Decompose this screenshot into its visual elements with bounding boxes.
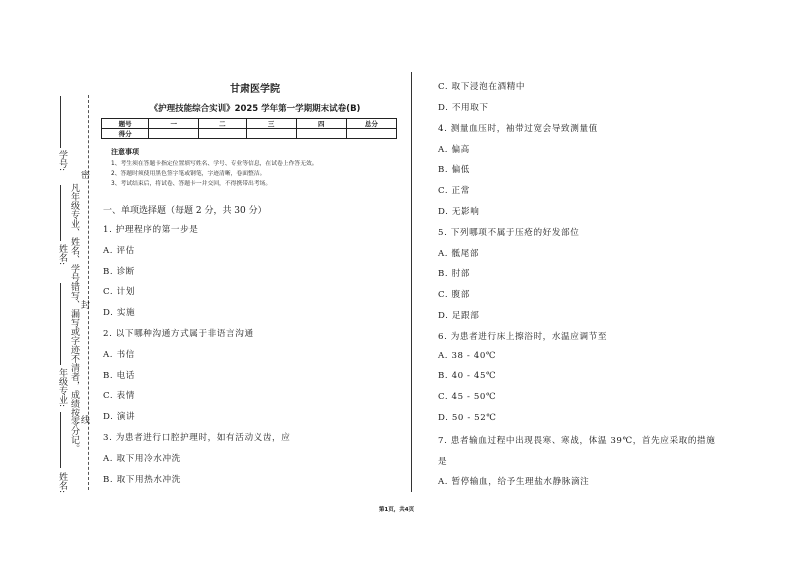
name-blank <box>60 185 61 241</box>
student-id-label: 学号: <box>57 150 67 172</box>
binding-dashed-line <box>88 95 89 490</box>
question-line: B. 诊断 <box>103 267 135 277</box>
section-heading: 一、单项选择题（每题 2 分，共 30 分） <box>103 206 267 216</box>
question-line: A. 偏高 <box>438 145 470 155</box>
question-line: A. 评估 <box>103 246 135 256</box>
column-divider <box>411 72 412 492</box>
question-line: B. 40 - 45℃ <box>438 371 497 381</box>
question-line: C. 正常 <box>438 186 470 196</box>
major-blank <box>60 283 61 365</box>
question-line: 3. 为患者进行口腔护理时，如有活动义齿，应 <box>103 433 291 443</box>
binding-mi: 密 <box>79 170 89 179</box>
question-line: A. 38 - 40℃ <box>438 351 497 361</box>
binding-xian: 线 <box>79 415 89 424</box>
school-label: 姓名: <box>57 472 67 494</box>
score-table-header-row <box>102 119 397 129</box>
score-cell <box>149 129 199 139</box>
note-item: 1、考生须在答题卡指定位置填写姓名、学号、专业等信息，在试卷上作答无效。 <box>111 161 318 167</box>
binding-feng: 封 <box>79 300 89 309</box>
question-line: 5. 下列哪项不属于压疮的好发部位 <box>438 228 580 238</box>
score-table-score-row <box>102 129 397 139</box>
school-blank <box>60 412 61 468</box>
question-line: C. 计划 <box>103 287 135 297</box>
question-line: B. 偏低 <box>438 165 470 175</box>
note-item: 2、答题时须使用黑色签字笔或钢笔，字迹清晰，卷面整洁。 <box>111 171 266 177</box>
question-line: D. 演讲 <box>103 412 136 422</box>
question-line: 7. 患者输血过程中出现畏寒、寒战，体温 39℃，首先应采取的措施 <box>438 436 716 446</box>
question-line: D. 无影响 <box>438 207 480 217</box>
page-number: 第1页，共4页 <box>378 507 415 513</box>
score-row-label: 得分 <box>102 129 149 139</box>
question-line: A. 骶尾部 <box>438 249 480 259</box>
student-id-blank <box>60 96 61 148</box>
score-cell <box>246 129 296 139</box>
name-label: 姓名: <box>57 244 67 266</box>
question-line: D. 50 - 52℃ <box>438 413 497 423</box>
question-line: D. 足跟部 <box>438 311 480 321</box>
score-col-4: 四 <box>296 119 346 129</box>
question-line: B. 肘部 <box>438 269 470 279</box>
question-line: B. 取下用热水冲洗 <box>103 475 181 485</box>
question-line: C. 腹部 <box>438 290 470 300</box>
question-line: B. 电话 <box>103 371 135 381</box>
major-label: 年级专业: <box>57 368 67 408</box>
question-line: 2. 以下哪种沟通方式属于非语言沟通 <box>103 329 254 339</box>
notes-title: 注意事项 <box>111 148 139 156</box>
question-line: C. 取下浸泡在酒精中 <box>438 82 526 92</box>
score-col-1: 一 <box>149 119 199 129</box>
question-line: C. 表情 <box>103 391 135 401</box>
question-line: 4. 测量血压时，袖带过宽会导致测量值 <box>438 124 598 134</box>
score-col-3: 三 <box>246 119 296 129</box>
question-line: C. 45 - 50℃ <box>438 392 497 402</box>
score-cell <box>199 129 246 139</box>
score-cell <box>296 129 346 139</box>
question-line: 6. 为患者进行床上擦浴时，水温应调节至 <box>438 332 608 342</box>
score-col-2: 二 <box>199 119 246 129</box>
question-line: 1. 护理程序的第一步是 <box>103 225 199 235</box>
score-col-total: 总分 <box>346 119 396 129</box>
score-col-label: 题号 <box>102 119 149 129</box>
school-name: 甘肃医学院 <box>230 84 280 95</box>
question-line: D. 不用取下 <box>438 103 489 113</box>
note-item: 3、考试结束后，将试卷、答题卡一并交回，不得携带出考场。 <box>111 181 272 187</box>
exam-title: 《护理技能综合实训》2025 学年第一学期期末试卷(B) <box>149 104 361 114</box>
score-cell <box>346 129 396 139</box>
question-line: A. 书信 <box>103 350 135 360</box>
question-line: A. 暂停输血，给予生理盐水静脉滴注 <box>438 477 590 487</box>
question-line: D. 实施 <box>103 308 136 318</box>
binding-warning: 凡年级专业、姓名、学号错写、漏写或字迹不清者，成绩按零分记。 <box>69 183 79 453</box>
question-line: A. 取下用冷水冲洗 <box>103 454 181 464</box>
score-table <box>101 118 397 139</box>
question-line: 是 <box>438 457 448 467</box>
